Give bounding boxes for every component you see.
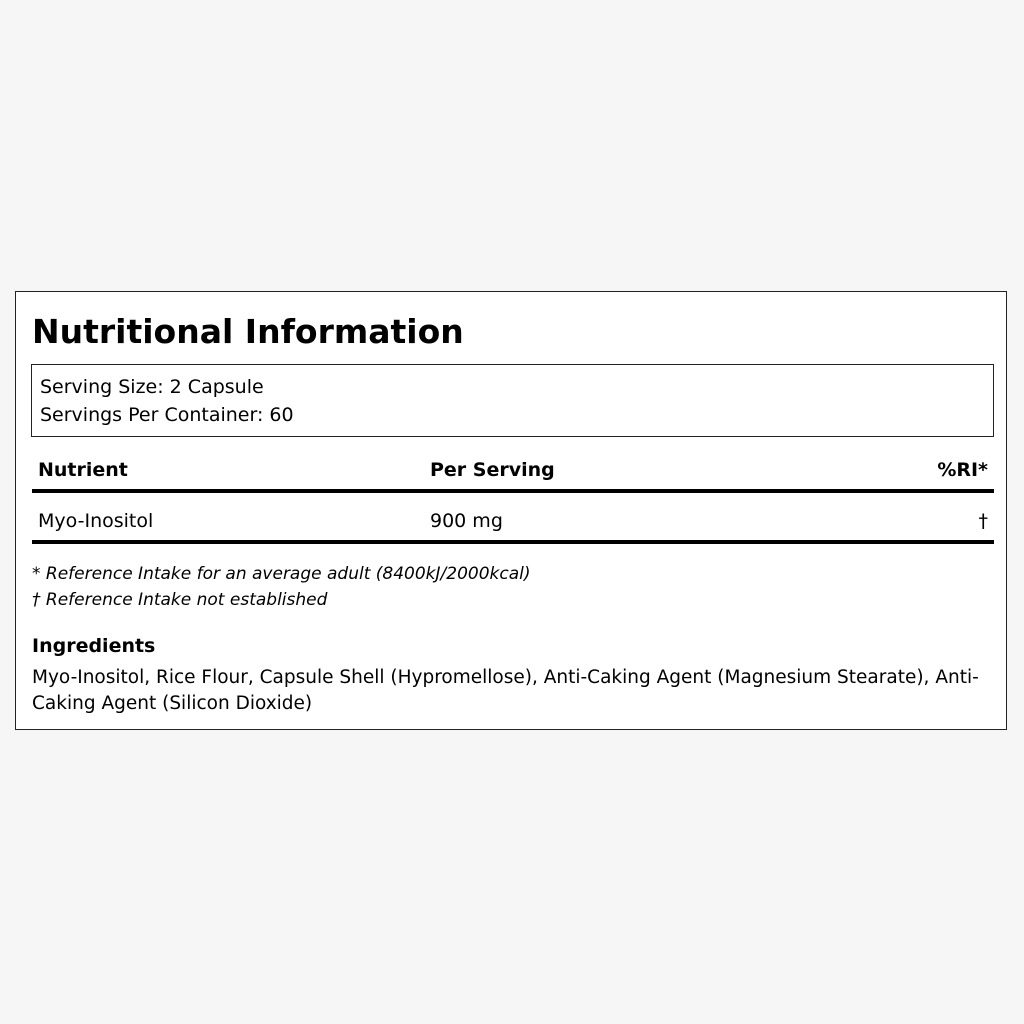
panel-title: Nutritional Information bbox=[32, 312, 464, 351]
table-header bbox=[32, 457, 994, 483]
servings-per-container: Servings Per Container: 60 bbox=[40, 404, 294, 426]
serving-size: Serving Size: 2 Capsule bbox=[40, 376, 264, 398]
table-row bbox=[32, 508, 994, 534]
header-divider bbox=[32, 489, 994, 493]
row-per-serving: 900 mg bbox=[430, 510, 503, 532]
row-ri: † bbox=[978, 510, 988, 532]
header-nutrient: Nutrient bbox=[38, 459, 128, 481]
ingredients-text: Myo-Inositol, Rice Flour, Capsule Shell (Hypromellose), Anti-Caking Agent (Magnesium Stearate), Anti-Caking Agent (Silicon Dioxide) bbox=[32, 667, 979, 714]
row-nutrient: Myo-Inositol bbox=[38, 510, 154, 532]
footnote-reference-intake: * Reference Intake for an average adult (8400kJ/2000kcal) bbox=[32, 564, 531, 584]
ingredients-heading: Ingredients bbox=[32, 635, 156, 657]
nutrition-panel bbox=[15, 291, 1007, 730]
footnote-not-established: † Reference Intake not established bbox=[32, 590, 328, 610]
table-bottom-divider bbox=[32, 540, 994, 544]
serving-info-box bbox=[31, 364, 994, 437]
header-per-serving: Per Serving bbox=[430, 459, 555, 481]
header-ri: %RI* bbox=[937, 459, 988, 481]
